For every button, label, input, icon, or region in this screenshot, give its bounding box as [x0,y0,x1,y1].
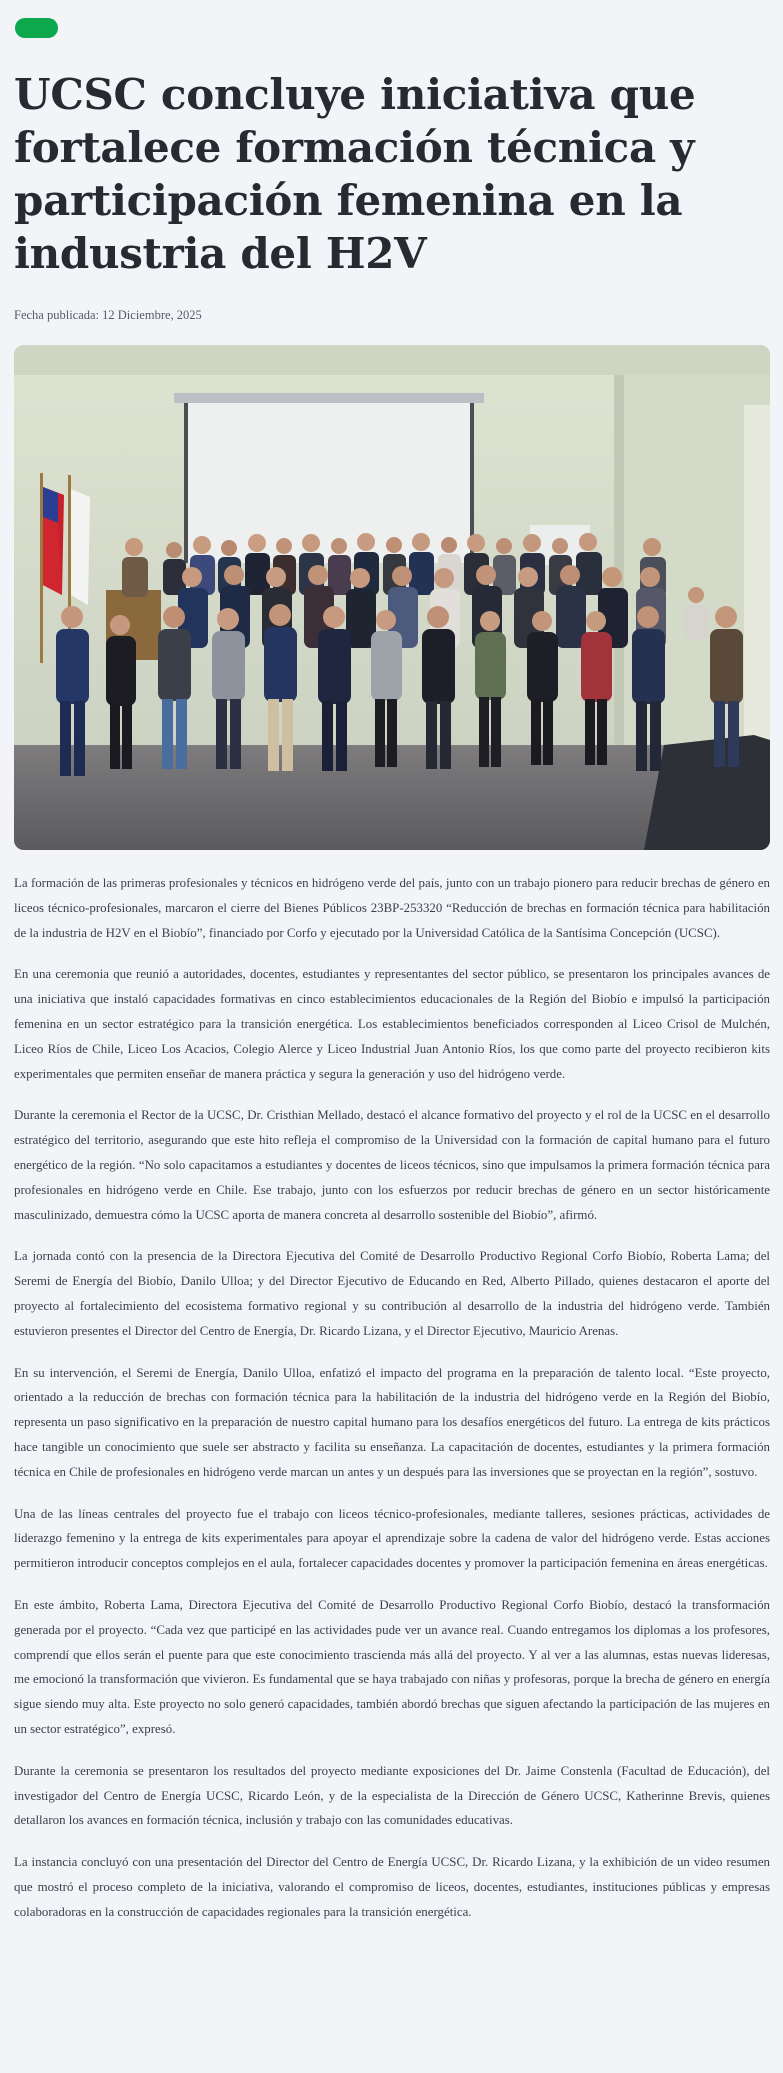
article [14,18,770,1941]
body-paragraph: La formación de las primeras profesionales y técnicos en hidrógeno verde del país, junto con un trabajo pionero para reducir brechas de género en liceos técnico-profesionales, marcaron el cierre del Bienes Públicos 23BP-253320 “Reducción de brechas en formación técnica para habilitación de la industria de H2V en el Biobío”, financiado por Corfo y ejecutado por la Universidad Católica de la Santísima Concepción (UCSC). [14,876,770,940]
body-paragraph: Durante la ceremonia el Rector de la UCSC, Dr. Cristhian Mellado, destacó el alcance formativo del proyecto y el rol de la UCSC en el desarrollo estratégico del territorio, asegurando que este hito refleja el compromiso de la Universidad con la formación de capital humano para el futuro energético de la región. “No solo capacitamos a estudiantes y docentes de liceos técnicos, sino que impulsamos la primera formación técnica para profesionales en hidrógeno verde en Chile. Ese trabajo, junto con los esfuerzos por reducir brechas de género en un sector históricamente masculinizado, demuestra cómo la UCSC aporta de manera concreta al desarrollo sostenible del Biobío”, afirmó. [14,1108,770,1222]
body-paragraph: En su intervención, el Seremi de Energía, Danilo Ulloa, enfatizó el impacto del programa en la preparación de talento local. “Este proyecto, orientado a la reducción de brechas con formación técnica para la habilitación de la industria del hidrógeno verde en la Región del Biobío, representa un paso significativo en la preparación de nuestro capital humano para los desafíos energéticos del futuro. La entrega de kits prácticos hace tangible un conocimiento que suele ser abstracto y facilita su enseñanza. La capacitación de docentes, estudiantes y la primera formación técnica en Chile de profesionales en hidrógeno verde marcan un antes y un después para las inversiones que se proyectan en la región”, sostuvo. [14,1365,770,1479]
article-photo [14,345,770,850]
article-title: UCSC concluye iniciativa que fortalece formación técnica y participación femenina en la industria del H2V [14,70,696,278]
body-paragraph: En una ceremonia que reunió a autoridades, docentes, estudiantes y representantes del sector público, se presentaron los principales avances de una iniciativa que instaló capacidades formativas en cinco establecimientos educacionales de la Región del Biobío e impulsó la participación femenina en un sector estratégico para la transición energética. Los establecimientos beneficiados corresponden al Liceo Crisol de Mulchén, Liceo Ríos de Chile, Liceo Los Acacios, Colegio Alerce y Liceo Industrial Juan Antonio Ríos, los que como parte del proyecto recibieron kits experimentales que permiten enseñar de manera práctica y segura la generación y uso del hidrógeno verde. [14,967,770,1081]
category-badge[interactable] [15,18,58,38]
body-paragraph: Una de las líneas centrales del proyecto fue el trabajo con liceos técnico-profesionales, mediante talleres, sesiones prácticas, actividades de liderazgo femenino y la entrega de kits experimentales para apoyar el aprendizaje sobre la cadena de valor del hidrógeno verde. Estas acciones permitieron introducir conceptos complejos en el aula, fortalecer capacidades docentes y promover la participación femenina en áreas energéticas. [14,1506,770,1571]
body-paragraph: La instancia concluyó con una presentación del Director del Centro de Energía UCSC, Dr. Ricardo Lizana, y la exhibición de un video resumen que mostró el proceso completo de la iniciativa, valorando el compromiso de liceos, docentes, estudiantes, instituciones públicas y empresas colaboradoras en la construcción de capacidades regionales para la transición energética. [14,1855,770,1919]
body-paragraph: Durante la ceremonia se presentaron los resultados del proyecto mediante exposiciones del Dr. Jaime Constenla (Facultad de Educación), del investigador del Centro de Energía UCSC, Ricardo León, y de la especialista de la Dirección de Género UCSC, Katherinne Brevis, quienes detallaron los avances en formación técnica, inclusión y trabajo con las comunidades educativas. [14,1763,770,1828]
body-paragraph: En este ámbito, Roberta Lama, Directora Ejecutiva del Comité de Desarrollo Productivo Regional Corfo Biobío, destacó la transformación generada por el proyecto. “Cada vez que participé en las actividades pude ver un avance real. Cuando entregamos los diplomas a los profesores, comprendí que ellos serán el puente para que este conocimiento trascienda más allá del proyecto. Y al ver a las alumnas, estas nuevas lideresas, me emocionó la transformación que vivieron. Es fundamental que se haya trabajado con niñas y profesoras, porque la brecha de género en energía sigue siendo muy alta. Este proyecto no solo generó capacidades, también abordó brechas que siguen afectando la participación de las mujeres en un sector estratégico”, expresó. [14,1597,770,1736]
publish-date: Fecha publicada: 12 Diciembre, 2025 [14,308,202,322]
group-photo-icon [14,345,770,850]
body-paragraph: La jornada contó con la presencia de la Directora Ejecutiva del Comité de Desarrollo Productivo Regional Corfo Biobío, Roberta Lama; del Seremi de Energía del Biobío, Danilo Ulloa; y del Director Ejecutivo de Educando en Red, Alberto Pillado, quienes destacaron el aporte del proyecto al fortalecimiento del ecosistema formativo regional y su contribución al desarrollo de la industria del hidrógeno verde. También estuvieron presentes el Director del Centro de Energía, Dr. Ricardo Lizana, y el Director Ejecutivo, Mauricio Arenas. [14,1249,770,1338]
article-body [14,871,770,1924]
